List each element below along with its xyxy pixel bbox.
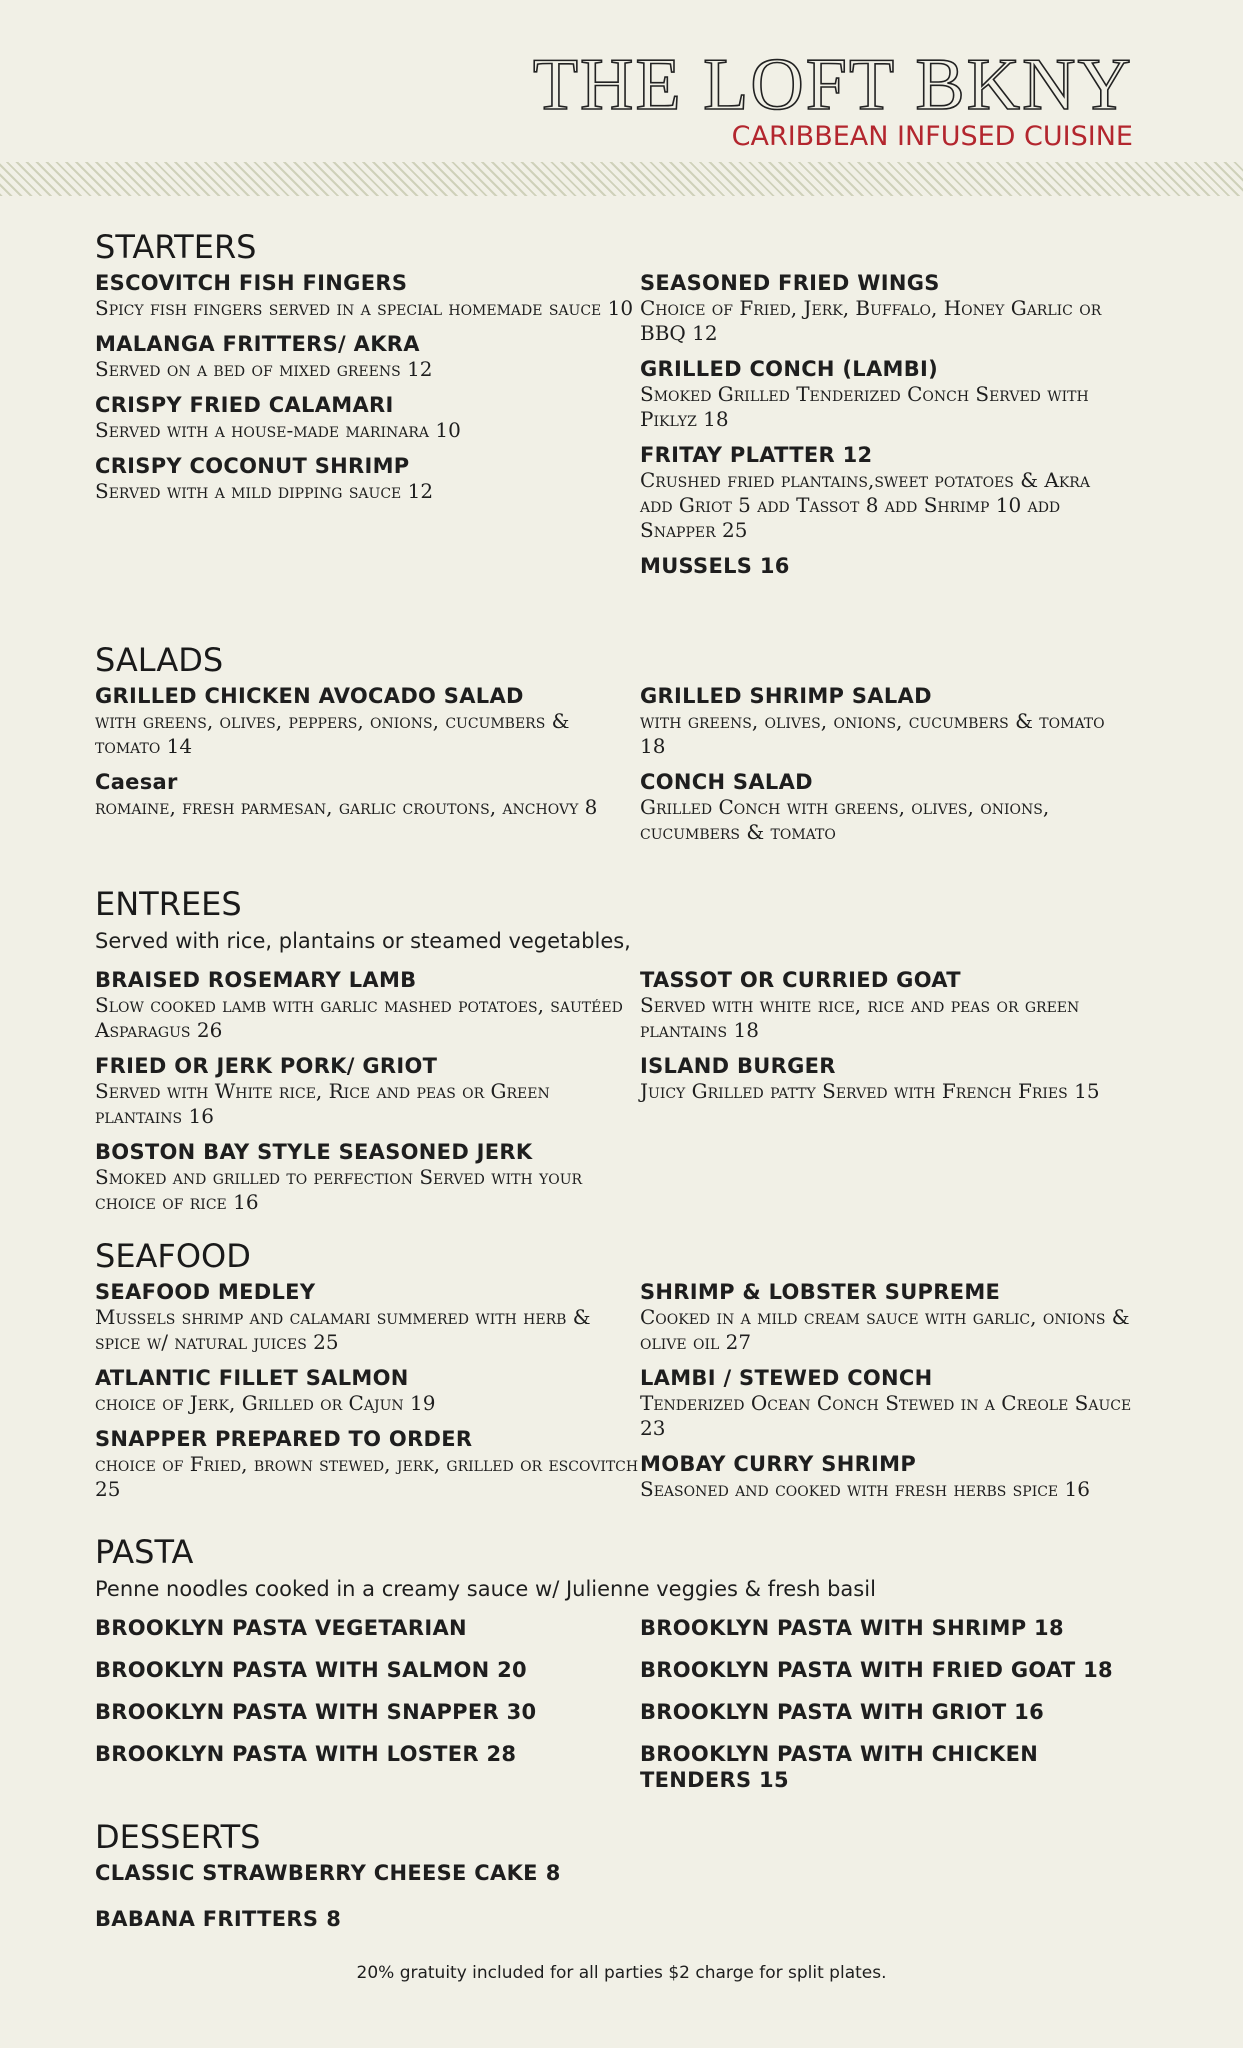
menu-item: BROOKLYN PASTA WITH GRIOT 16 — [640, 1700, 1044, 1724]
menu-item: GRILLED CHICKEN AVOCADO SALAD with greens, olives, peppers, onions, cucumbers & tomato 14 — [95, 684, 570, 758]
menu-item: BROOKLYN PASTA VEGETARIAN — [95, 1616, 467, 1640]
menu-item: GRILLED CONCH (LAMBI) Smoked Grilled Tenderized Conch Served with Piklyz 18 — [640, 357, 1089, 431]
menu-item: BRAISED ROSEMARY LAMB Slow cooked lamb with garlic mashed potatoes, sautéed Asparagus 26 — [95, 968, 623, 1042]
menu-item: BOSTON BAY STYLE SEASONED JERK Smoked and grilled to perfection Served with your choice of rice 16 — [95, 1140, 583, 1214]
menu-item: FRITAY PLATTER 12 Crushed fried plantains,sweet potatoes & Akra add Griot 5 add Tassot 8 add Shrimp 10 add Snapper 25 — [640, 442, 1135, 543]
gratuity-note: 20% gratuity included for all parties $2 charge for split plates. — [356, 1963, 887, 1983]
menu-item: MOBAY CURRY SHRIMP Seasoned and cooked with fresh herbs spice 16 — [640, 1452, 1090, 1501]
menu-item: BROOKLYN PASTA WITH CHICKEN TENDERS 15 — [640, 1742, 1039, 1792]
menu-item: MUSSELS 16 — [640, 554, 790, 578]
menu-item: ESCOVITCH FISH FINGERS Spicy fish fingers served in a special homemade sauce 10 — [95, 271, 634, 320]
section-seafood — [95, 1237, 1135, 1512]
menu-item: GRILLED SHRIMP SALAD with greens, olives, onions, cucumbers & tomato 18 — [640, 684, 1105, 758]
section-title: STARTERS — [95, 228, 257, 266]
item-price: 8 — [545, 1861, 561, 1885]
menu-item: BROOKLYN PASTA WITH SNAPPER 30 — [95, 1700, 537, 1724]
menu-item: FRIED OR JERK PORK/ GRIOT Served with White rice, Rice and peas or Green plantains 16 — [95, 1054, 550, 1128]
restaurant-tagline: CARIBBEAN INFUSED CUISINE — [731, 121, 1133, 152]
menu-item: ISLAND BURGER Juicy Grilled patty Served with French Fries 15 — [640, 1054, 1100, 1103]
menu-item: BROOKLYN PASTA WITH SALMON 20 — [95, 1658, 527, 1682]
section-title: PASTA — [95, 1533, 194, 1571]
menu-item: BROOKLYN PASTA WITH LOSTER 28 — [95, 1742, 517, 1766]
menu-item: SNAPPER PREPARED TO ORDER choice of Fried, brown stewed, jerk, grilled or escovitch 25 — [95, 1427, 639, 1501]
menu-item: MALANGA FRITTERS/ AKRA Served on a bed of mixed greens 12 — [95, 332, 433, 381]
section-pasta — [95, 1533, 1135, 1809]
menu-item: BROOKLYN PASTA WITH SHRIMP 18 — [640, 1616, 1064, 1640]
menu-item: CONCH SALAD Grilled Conch with greens, olives, onions, cucumbers & tomato — [640, 770, 1050, 844]
section-desserts — [95, 1818, 1135, 1952]
restaurant-name: THE LOFT BKNY — [532, 44, 1133, 126]
section-title: SEAFOOD — [95, 1237, 251, 1275]
menu-item: ATLANTIC FILLET SALMON choice of Jerk, Grilled or Cajun 19 — [95, 1366, 436, 1415]
menu-item: CRISPY FRIED CALAMARI Served with a house-made marinara 10 — [95, 393, 461, 442]
menu-header — [532, 44, 1133, 152]
section-title: DESSERTS — [95, 1818, 261, 1856]
menu-item: SHRIMP & LOBSTER SUPREME Cooked in a mild cream sauce with garlic, onions & olive oil 27 — [640, 1280, 1130, 1354]
menu-item: LAMBI / STEWED CONCH Tenderized Ocean Conch Stewed in a Creole Sauce 23 — [640, 1366, 1132, 1440]
item-addons: add Griot 5 add Tassot 8 add Shrimp 10 add Snapper 25 — [640, 493, 1061, 542]
item-price: 8 — [326, 1907, 342, 1931]
menu-item: SEAFOOD MEDLEY Mussels shrimp and calamari summered with herb & spice w/ natural juices 25 — [95, 1280, 591, 1354]
section-title: SALADS — [95, 641, 224, 679]
section-entrees — [95, 885, 1135, 1225]
section-salads — [95, 641, 1135, 855]
menu-item: TASSOT OR CURRIED GOAT Served with white rice, rice and peas or green plantains 18 — [640, 968, 1080, 1042]
section-title: ENTREES — [95, 885, 242, 923]
section-note: Served with rice, plantains or steamed vegetables, — [95, 929, 631, 953]
menu-item: BABANA FRITTERS 8 — [95, 1907, 342, 1931]
section-starters — [95, 228, 1135, 589]
decorative-stripe — [0, 162, 1243, 196]
menu-item: BROOKLYN PASTA WITH FRIED GOAT 18 — [640, 1658, 1113, 1682]
menu-item: SEASONED FRIED WINGS Choice of Fried, Jerk, Buffalo, Honey Garlic or BBQ 12 — [640, 271, 1102, 345]
menu-item: Caesar romaine, fresh parmesan, garlic croutons, anchovy 8 — [95, 770, 598, 819]
menu-item: CRISPY COCONUT SHRIMP Served with a mild dipping sauce 12 — [95, 454, 434, 503]
menu-item: CLASSIC STRAWBERRY CHEESE CAKE 8 — [95, 1861, 561, 1885]
section-note: Penne noodles cooked in a creamy sauce w/ Julienne veggies & fresh basil — [95, 1577, 876, 1601]
